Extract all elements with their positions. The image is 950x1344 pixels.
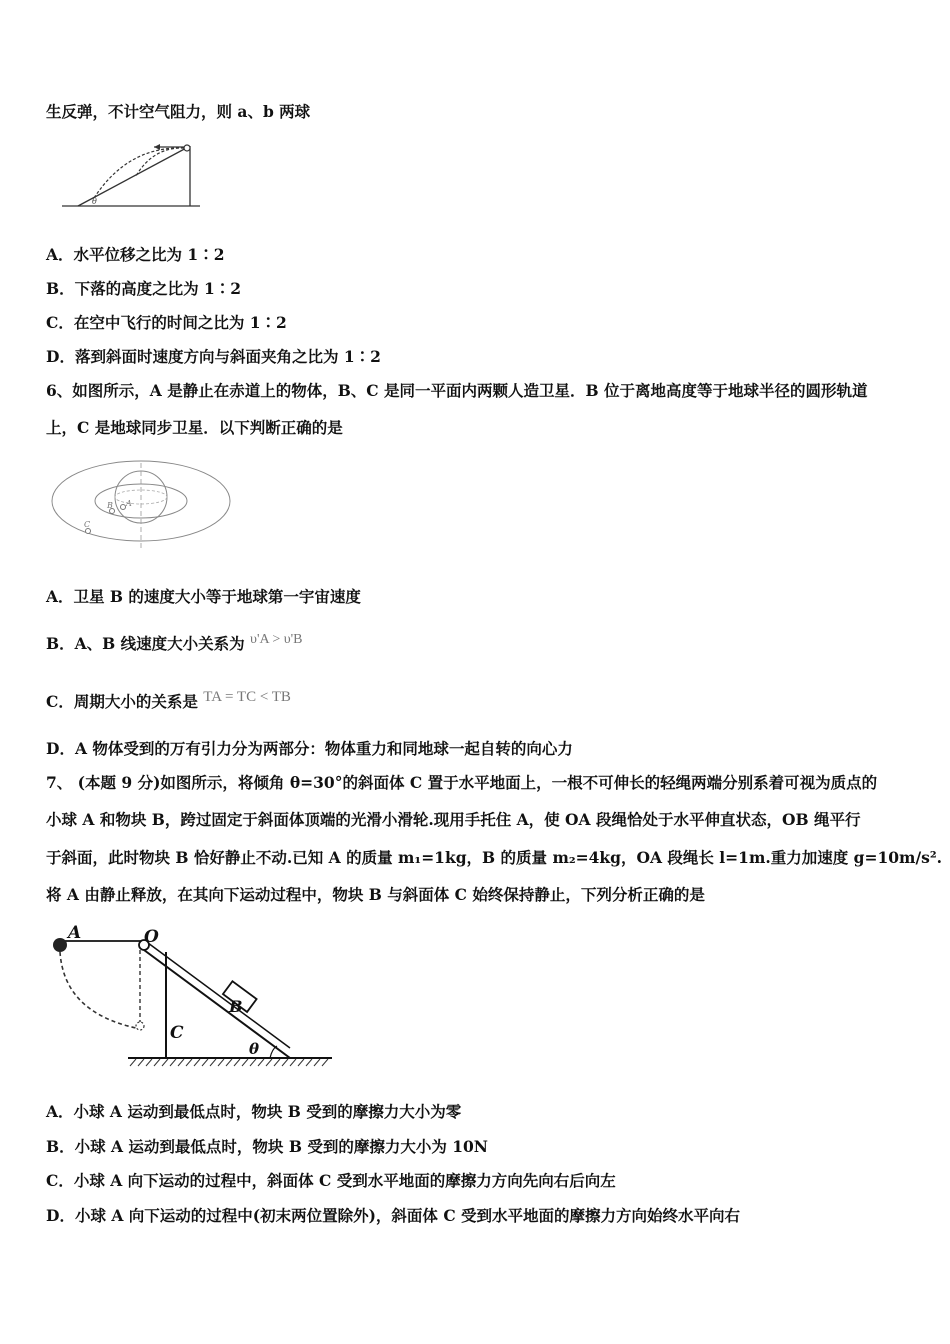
label-a: A (126, 499, 132, 508)
q6-stem-line2: 上，C 是地球同步卫星．以下判断正确的是 (46, 418, 343, 437)
ground-hatching (130, 1059, 328, 1066)
satellite-a-dot (121, 505, 126, 510)
arrow-head-icon (154, 144, 160, 150)
q7-option-a: A．小球 A 运动到最低点时，物块 B 受到的摩擦力大小为零 (46, 1102, 462, 1121)
label-b: B (229, 997, 243, 1016)
q6-option-d: D．A 物体受到的万有引力分为两部分：物体重力和同地球一起自转的向心力 (46, 739, 573, 758)
q6-orbit-figure (46, 455, 236, 555)
label-c: C (170, 1023, 184, 1043)
ball (184, 145, 190, 151)
q6-option-b-text: B．A、B 线速度大小关系为 (46, 634, 245, 653)
label-b: B (107, 501, 113, 510)
q6-option-b (46, 634, 303, 656)
q7-option-c: C．小球 A 向下运动的过程中，斜面体 C 受到水平地面的摩擦力方向先向右后向左 (46, 1171, 616, 1190)
q5-option-c: C．在空中飞行的时间之比为 1∶2 (46, 313, 287, 332)
q7-stem-line3: 于斜面，此时物块 B 恰好静止不动.已知 A 的质量 m₁=1kg，B 的质量 m₂=4kg，OA 段绳长 l=1m.重力加速度 g=10m/s². (46, 848, 943, 867)
label-theta: θ (249, 1040, 260, 1058)
q7-stem-line4: 将 A 由静止释放，在其向下运动过程中，物块 B 与斜面体 C 始终保持静止，下列分析正确的是 (46, 885, 705, 904)
q6-option-a: A．卫星 B 的速度大小等于地球第一宇宙速度 (46, 587, 361, 606)
satellite-c-dot (86, 529, 91, 534)
q7-stem-line1: 7、 (本题 9 分)如图所示，将倾角 θ=30°的斜面体 C 置于水平地面上，一根不可伸长的轻绳两端分别系着可视为质点的 (46, 773, 878, 792)
label-a: A (68, 923, 82, 943)
angle-label: θ (92, 197, 97, 206)
q5-option-b: B．下落的高度之比为 1∶2 (46, 279, 242, 298)
q7-option-b: B．小球 A 运动到最低点时，物块 B 受到的摩擦力大小为 10N (46, 1137, 488, 1156)
q5-option-a: A．水平位移之比为 1∶2 (46, 245, 225, 264)
label-c: C (84, 520, 91, 529)
q7-stem-line2: 小球 A 和物块 B，跨过固定于斜面体顶端的光滑小滑轮.现用手托住 A，使 OA 段绳恰处于水平伸直状态，OB 绳平行 (46, 810, 861, 829)
q6-option-c-formula: TA = TC < TB (203, 689, 291, 705)
q6-option-c (46, 689, 291, 713)
q7-pulley-figure (46, 922, 341, 1074)
swing-path (60, 952, 136, 1028)
q5-incline-figure (58, 138, 208, 213)
q6-stem-line1: 6、如图所示，A 是静止在赤道上的物体，B、C 是同一平面内两颗人造卫星．B 位于离地高度等于地球半径的圆形轨道 (46, 381, 868, 400)
q6-option-c-text: C．周期大小的关系是 (46, 692, 198, 711)
label-o: O (144, 927, 159, 947)
q5-option-d: D．落到斜面时速度方向与斜面夹角之比为 1∶2 (46, 347, 381, 366)
q7-option-d: D．小球 A 向下运动的过程中(初末两位置除外)，斜面体 C 受到水平地面的摩擦力方向始终水平向右 (46, 1206, 741, 1225)
ball-final (136, 1022, 144, 1030)
q6-option-b-formula: υ'A > υ'B (250, 632, 303, 647)
ball-a (53, 938, 67, 952)
q5-intro: 生反弹，不计空气阻力，则 a、b 两球 (46, 102, 311, 121)
